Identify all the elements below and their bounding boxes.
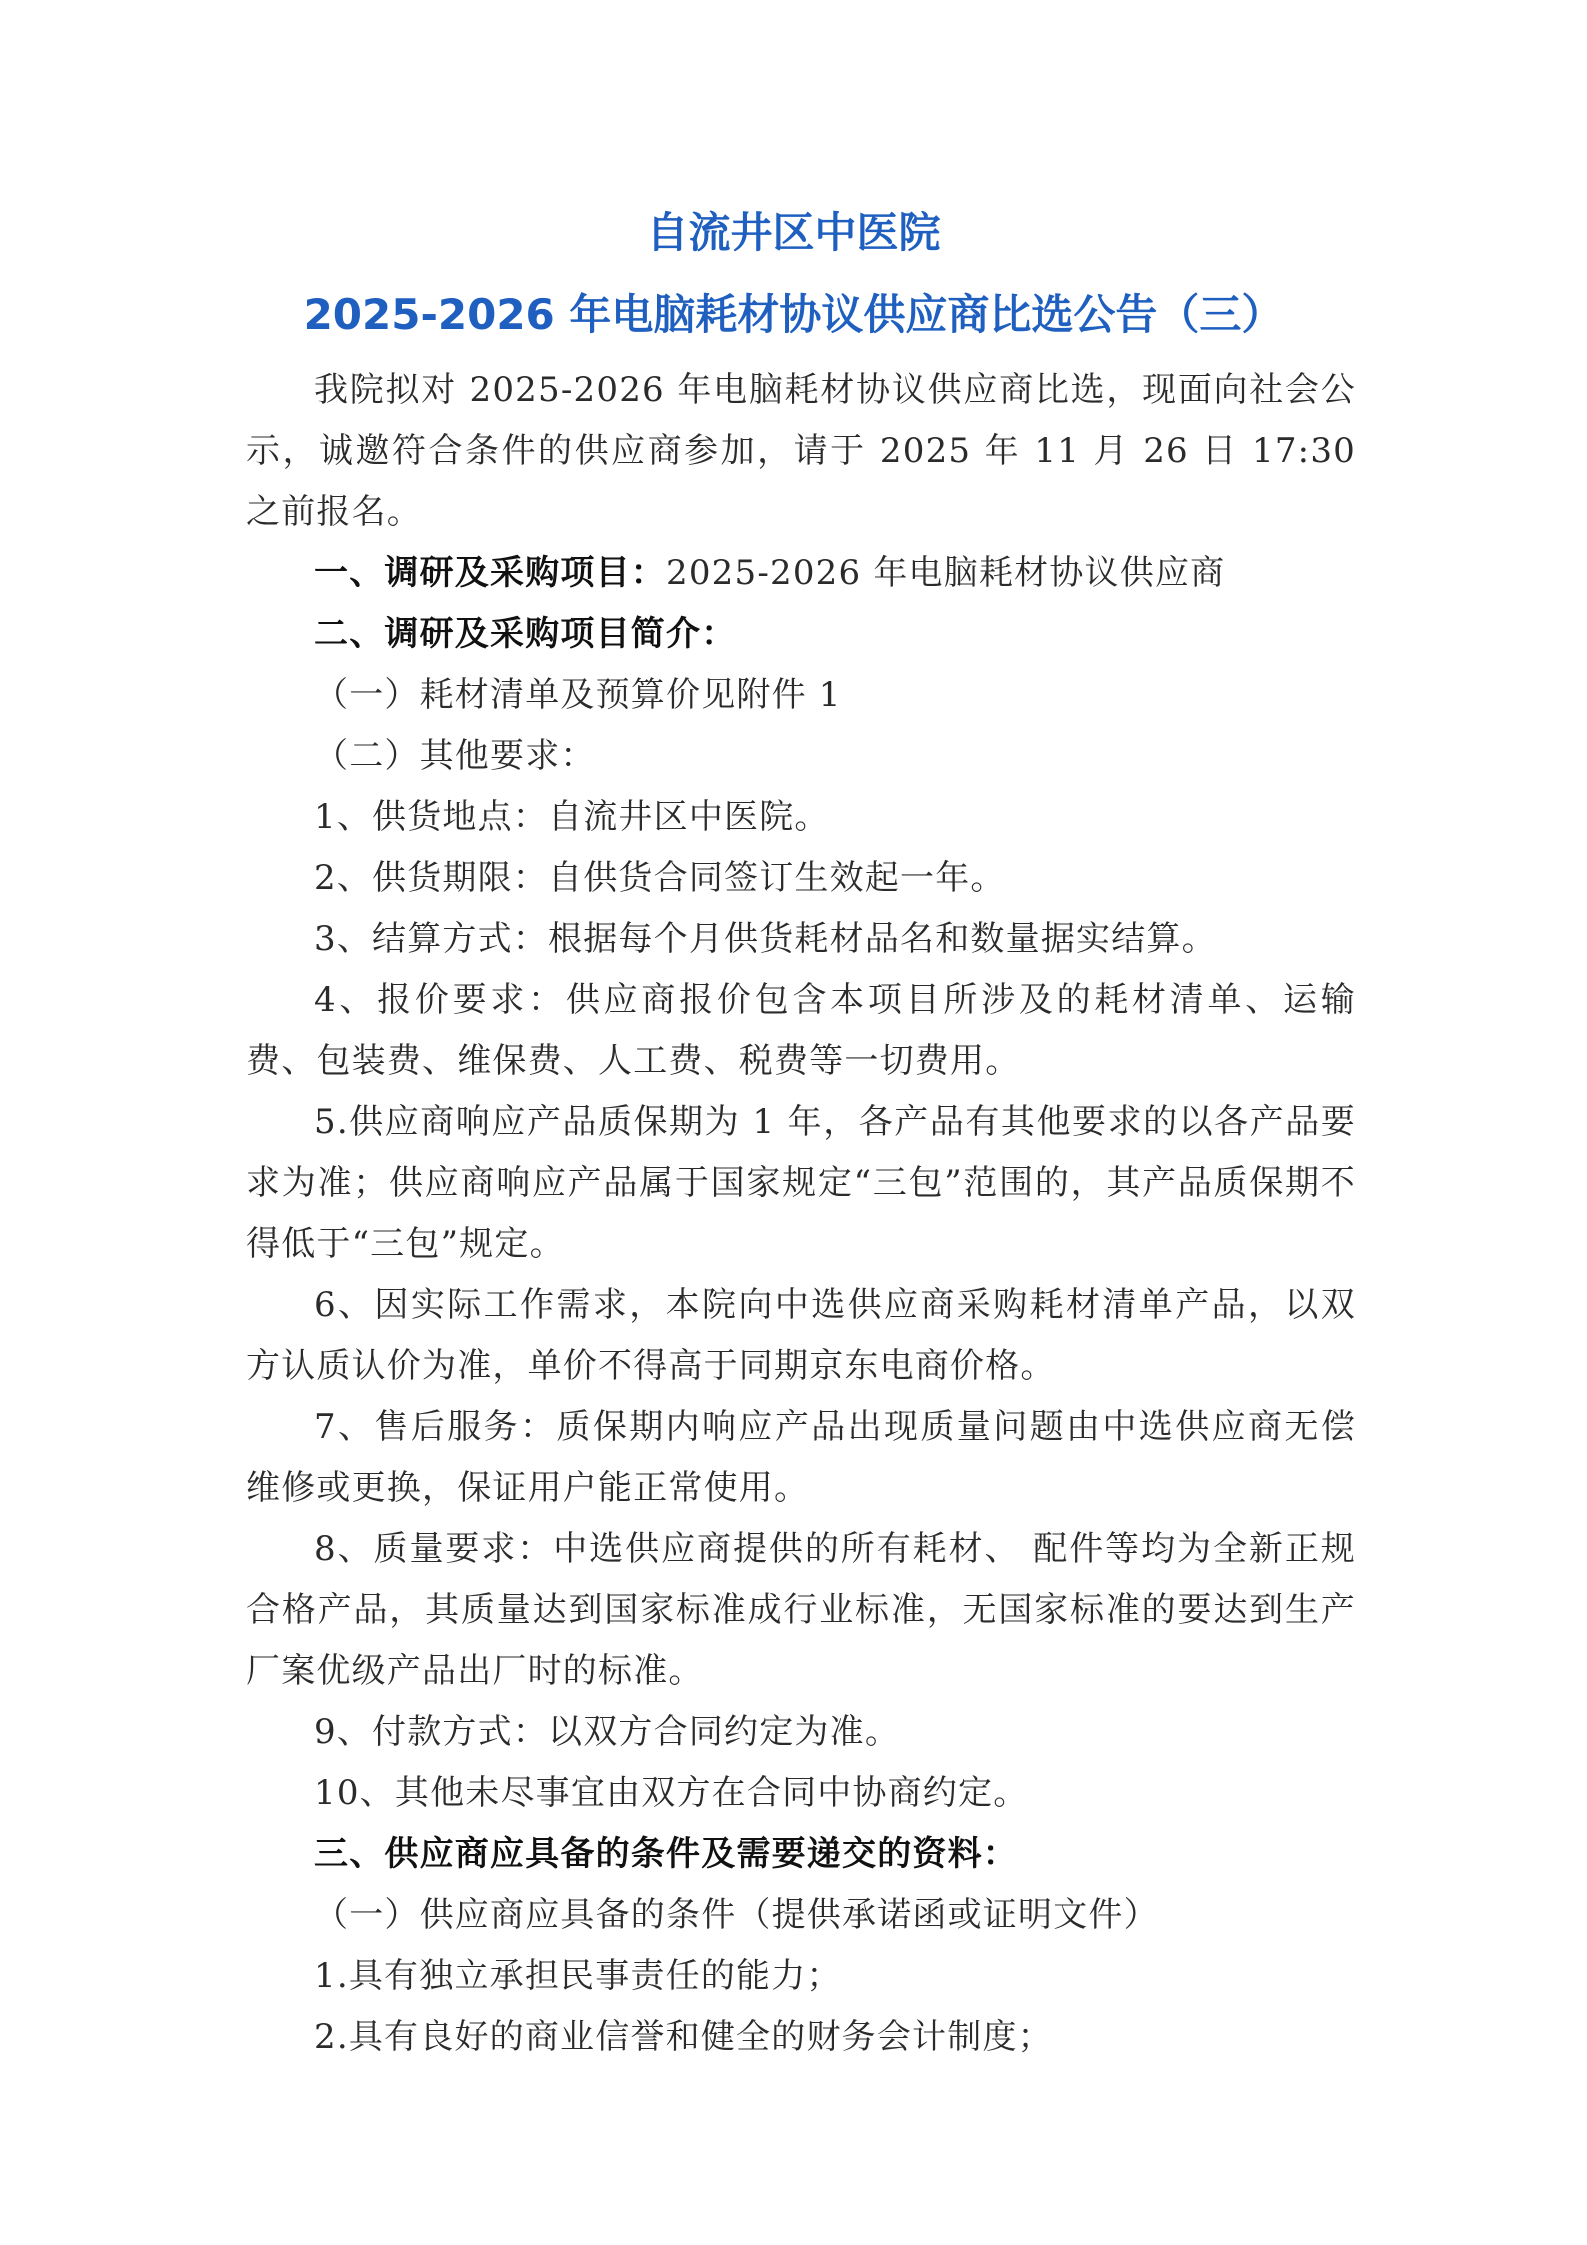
- requirement-item-7: 7、售后服务：质保期内响应产品出现质量问题由中选供应商无偿维修或更换，保证用户能正常使用。: [246, 1407, 1356, 1508]
- requirement-item-2: 2、供货期限：自供货合同签订生效起一年。: [314, 858, 1006, 898]
- requirement-item-3: 3、结算方式：根据每个月供货耗材品名和数量据实结算。: [314, 919, 1217, 959]
- requirement-item-10: 10、其他未尽事宜由双方在合同中协商约定。: [314, 1773, 1029, 1813]
- requirement-item-5: 5.供应商响应产品质保期为 1 年，各产品有其他要求的以各产品要求为准；供应商响应产品属于国家规定“三包”范围的，其产品质保期不得低于“三包”规定。: [246, 1102, 1356, 1264]
- requirement-item-4: 4、报价要求：供应商报价包含本项目所涉及的耗材清单、运输费、包装费、维保费、人工费、税费等一切费用。: [246, 980, 1356, 1081]
- requirement-item-8: 8、质量要求：中选供应商提供的所有耗材、 配件等均为全新正规合格产品，其质量达到国家标准成行业标准，无国家标准的要达到生产厂案优级产品出厂时的标准。: [246, 1529, 1356, 1691]
- requirement-item-9: 9、付款方式：以双方合同约定为准。: [314, 1712, 901, 1752]
- section-1-content: 2025-2026 年电脑耗材协议供应商: [666, 553, 1226, 593]
- requirement-item-6: 6、因实际工作需求，本院向中选供应商采购耗材清单产品，以双方认质认价为准，单价不得高于同期京东电商价格。: [246, 1285, 1356, 1386]
- document-body: [246, 360, 1356, 2068]
- condition-item-1: 1.具有独立承担民事责任的能力；: [314, 1956, 842, 1996]
- document-title-announcement: 2025-2026 年电脑耗材协议供应商比选公告（三）: [303, 290, 1284, 339]
- subsection-2: （二）其他要求：: [314, 736, 596, 776]
- requirement-item-1: 1、供货地点：自流井区中医院。: [314, 797, 830, 837]
- section-1-line: [246, 543, 1356, 604]
- section-2-heading: 二、调研及采购项目简介：: [314, 614, 737, 654]
- document-title-hospital: 自流井区中医院: [646, 208, 941, 257]
- intro-paragraph: 我院拟对 2025-2026 年电脑耗材协议供应商比选，现面向社会公示，诚邀符合条件的供应商参加，请于 2025 年 11 月 26 日 17:30 之前报名。: [246, 370, 1356, 532]
- section-3-heading: 三、供应商应具备的条件及需要递交的资料：: [314, 1834, 1018, 1874]
- condition-item-2: 2.具有良好的商业信誉和健全的财务会计制度；: [314, 2017, 1053, 2057]
- section-1-heading: 一、调研及采购项目：: [314, 553, 666, 593]
- subsection-1: （一）耗材清单及预算价见附件 1: [314, 675, 842, 715]
- section-3-subsection-1: （一）供应商应具备的条件（提供承诺函或证明文件）: [314, 1895, 1159, 1935]
